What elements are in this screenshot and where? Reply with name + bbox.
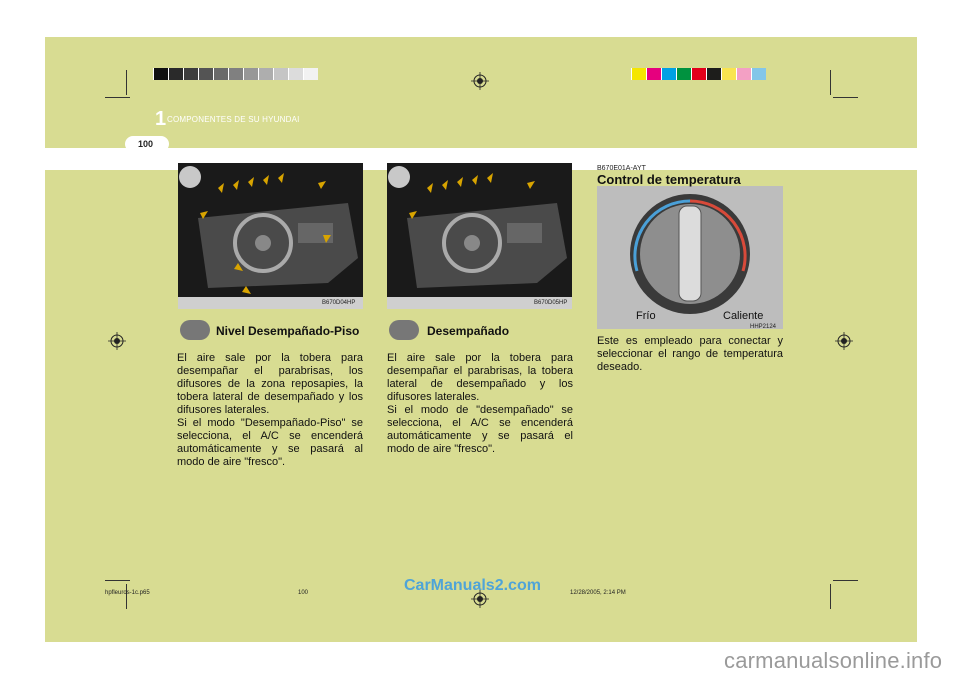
body-text-temperature: Este es empleado para conectar y seleccionar el rango de temperatura deseado.: [597, 335, 783, 373]
temperature-knob-figure: [597, 186, 783, 329]
footer-filename: hpfleuros-1c.p65: [105, 590, 150, 596]
color-swatch: [736, 68, 751, 80]
page-number: 100: [138, 139, 154, 149]
body-text-floor-defrost: El aire sale por la tobera para desempañar el parabrisas, los difusores de la zona reposapies, la tobera lateral de desempañado y los difusores laterales. Si el modo "Desempañado-Piso" se selecciona, el A/C se encenderá automáticamente y se pasará al modo de aire "fresco".: [177, 352, 363, 468]
figure-code: B670D04HP: [322, 300, 356, 306]
manual-page: [45, 37, 917, 642]
section-title-floor-defrost: Nivel Desempañado-Piso: [216, 324, 360, 338]
footer-page: 100: [298, 590, 309, 596]
color-swatch: [706, 68, 721, 80]
knob-cold-label: Frío: [636, 310, 656, 322]
chapter-title: COMPONENTES DE SU HYUNDAI: [167, 115, 300, 124]
color-swatch: [213, 68, 228, 80]
color-swatch: [751, 68, 766, 80]
color-swatch: [168, 68, 183, 80]
crop-mark: [105, 97, 130, 98]
color-swatch: [676, 68, 691, 80]
color-swatch: [691, 68, 706, 80]
floor-defrost-mode-icon: [180, 320, 210, 340]
grey-color-bar: [153, 68, 318, 80]
crop-mark: [126, 70, 127, 95]
dashboard-defrost-figure: [387, 163, 572, 309]
footer-datetime: 12/28/2005, 2:14 PM: [570, 590, 626, 596]
registration-mark-icon: [108, 332, 126, 350]
defrost-mode-icon: [389, 320, 419, 340]
color-swatch: [153, 68, 168, 80]
crop-mark: [126, 584, 127, 609]
registration-mark-icon: [471, 72, 489, 90]
crop-mark: [830, 584, 831, 609]
section-title-defrost: Desempañado: [427, 324, 510, 338]
color-swatch: [303, 68, 318, 80]
watermark-carmanuals2: CarManuals2.com: [404, 577, 541, 594]
crop-mark: [105, 580, 130, 581]
watermark-carmanualsonline: carmanualsonline.info: [724, 648, 943, 673]
color-swatch: [243, 68, 258, 80]
crop-mark: [833, 580, 858, 581]
color-swatch: [288, 68, 303, 80]
registration-mark-icon: [835, 332, 853, 350]
color-swatch: [661, 68, 676, 80]
section-title-temperature: Control de temperatura: [597, 172, 741, 187]
color-swatch: [631, 68, 646, 80]
knob-hot-label: Caliente: [723, 310, 764, 322]
figure-code: B670D05HP: [534, 300, 568, 306]
section-code: B670E01A-AYT: [597, 165, 646, 172]
chapter-number: 1: [155, 108, 167, 130]
figure-code: HHP2124: [750, 324, 777, 330]
color-swatch: [228, 68, 243, 80]
color-swatch: [721, 68, 736, 80]
color-swatch: [258, 68, 273, 80]
color-swatch: [646, 68, 661, 80]
crop-mark: [830, 70, 831, 95]
body-text-defrost: El aire sale por la tobera para desempañar el parabrisas, la tobera lateral de desempañado y los difusores laterales. Si el modo de "desempañado" se selecciona, el A/C se encenderá automáticamente y se pasará el modo de aire "fresco".: [387, 352, 573, 455]
color-bar: [631, 68, 766, 80]
color-swatch: [183, 68, 198, 80]
color-swatch: [273, 68, 288, 80]
color-swatch: [198, 68, 213, 80]
crop-mark: [833, 97, 858, 98]
dashboard-floor-defrost-figure: [178, 163, 363, 309]
